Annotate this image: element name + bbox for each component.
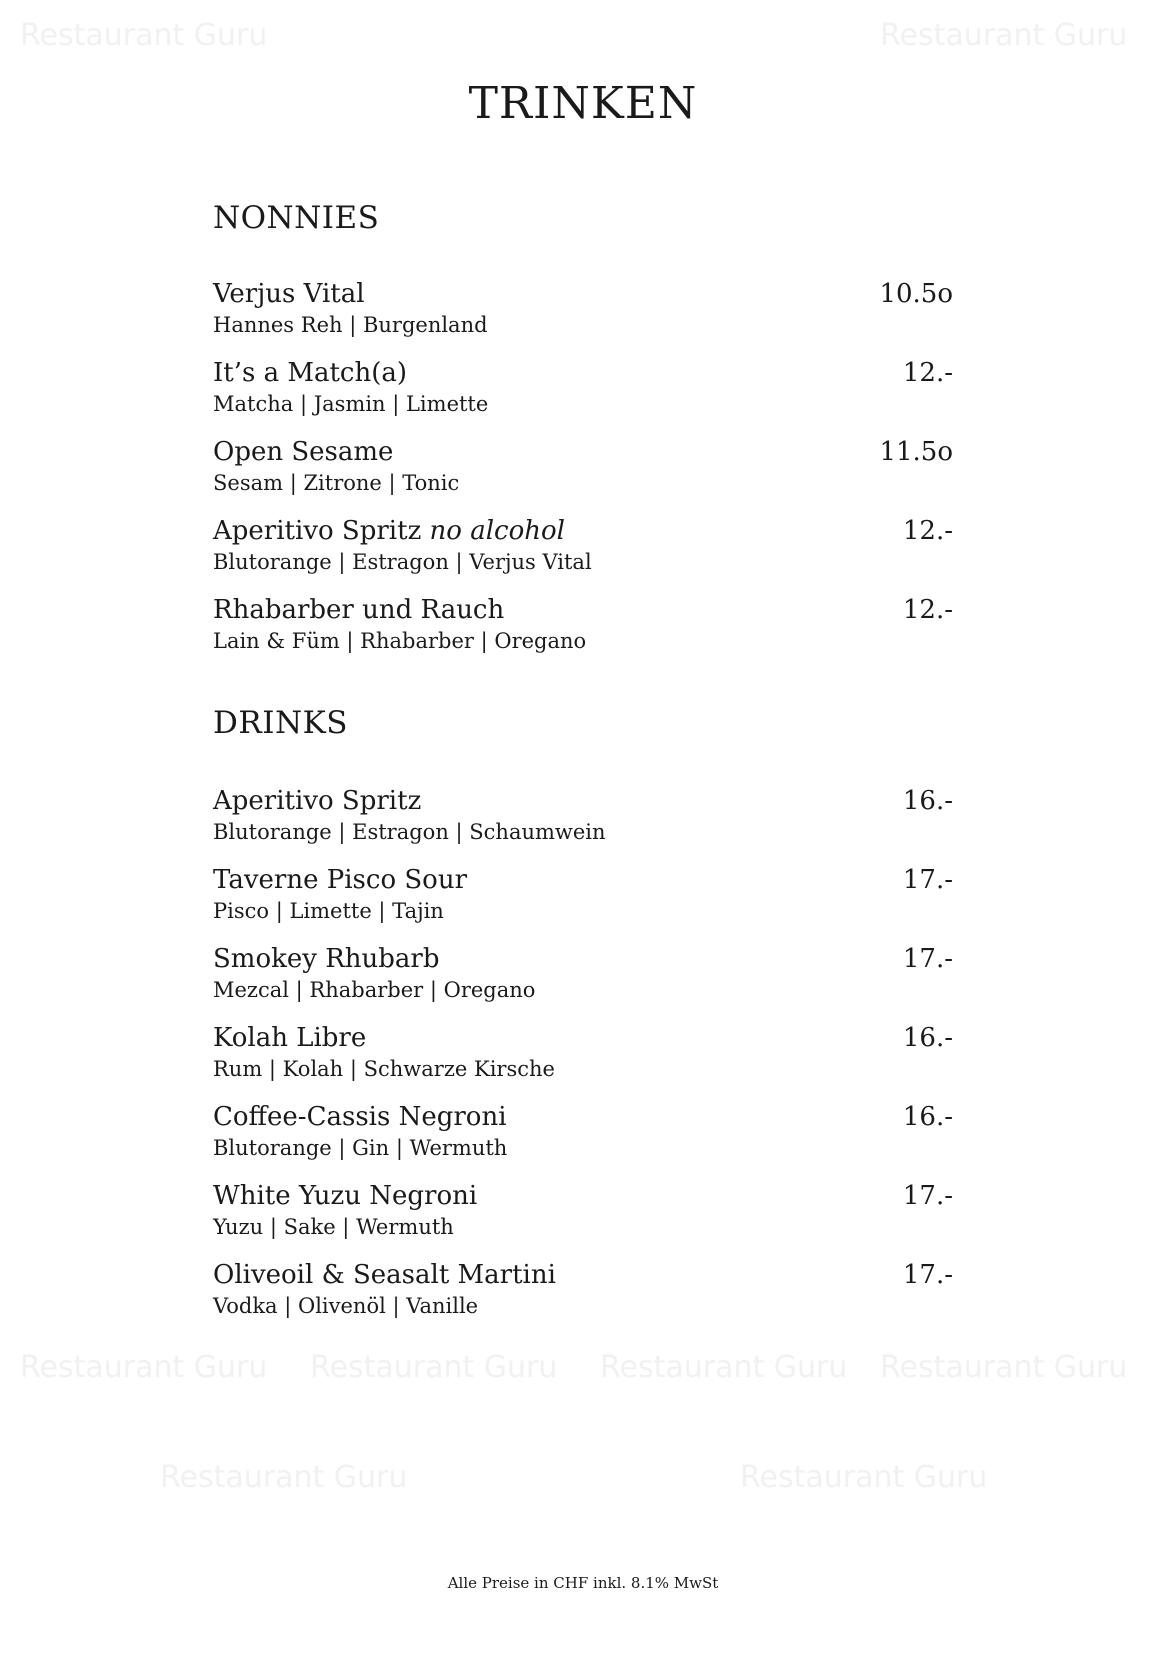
item-name-text: Rhabarber und Rauch: [213, 595, 505, 625]
item-name-text: Aperitivo Spritz: [213, 516, 430, 546]
watermark: Restaurant Guru: [880, 18, 1128, 53]
watermark: Restaurant Guru: [20, 1350, 268, 1385]
watermark: Restaurant Guru: [20, 18, 268, 53]
item-price: 17.-: [902, 1181, 953, 1211]
item-price: 16.-: [902, 786, 953, 816]
item-name-text: Coffee-Cassis Negroni: [213, 1102, 507, 1132]
item-name-text: Kolah Libre: [213, 1023, 367, 1053]
item-name: [213, 357, 407, 389]
item-list: [213, 278, 953, 673]
menu-item: [213, 594, 953, 673]
item-name: [213, 1259, 556, 1291]
page-title: TRINKEN: [468, 78, 698, 129]
item-name: [213, 436, 393, 468]
footer-note: Alle Preise in CHF inkl. 8.1% MwSt: [447, 1574, 719, 1592]
item-price: 12.-: [902, 358, 953, 388]
watermark: Restaurant Guru: [160, 1460, 408, 1495]
item-price: 12.-: [902, 516, 953, 546]
watermark: Restaurant Guru: [740, 1460, 988, 1495]
item-description: Mezcal | Rhabarber | Oregano: [213, 978, 536, 1002]
item-price: 12.-: [902, 595, 953, 625]
item-name-text: Smokey Rhubarb: [213, 944, 440, 974]
menu-item: [213, 278, 953, 357]
item-name-text: Aperitivo Spritz: [213, 786, 422, 816]
item-description: Blutorange | Estragon | Verjus Vital: [213, 550, 592, 574]
item-name: [213, 515, 565, 547]
item-name-text: Verjus Vital: [213, 279, 365, 309]
item-name-text: Oliveoil & Seasalt Martini: [213, 1260, 556, 1290]
item-price: 17.-: [902, 865, 953, 895]
item-name: [213, 864, 467, 896]
item-name: [213, 1101, 507, 1133]
item-price: 11.5o: [879, 437, 953, 467]
item-name-text: White Yuzu Negroni: [213, 1181, 478, 1211]
item-description: Lain & Füm | Rhabarber | Oregano: [213, 629, 587, 653]
item-description: Hannes Reh | Burgenland: [213, 313, 488, 337]
item-name: [213, 785, 421, 817]
item-name-text: Open Sesame: [213, 437, 394, 467]
item-description: Rum | Kolah | Schwarze Kirsche: [213, 1057, 555, 1081]
menu-item: [213, 515, 953, 594]
section-nonnies: [213, 200, 953, 653]
item-description: Pisco | Limette | Tajin: [213, 899, 444, 923]
item-price: 16.-: [902, 1102, 953, 1132]
item-price: 17.-: [902, 1260, 953, 1290]
item-name: [213, 594, 504, 626]
item-name-text: Taverne Pisco Sour: [213, 865, 467, 895]
item-name: [213, 1022, 366, 1054]
section-heading: DRINKS: [213, 705, 348, 741]
menu-item: [213, 943, 953, 1022]
section-heading: NONNIES: [213, 200, 380, 236]
item-description: Blutorange | Gin | Wermuth: [213, 1136, 508, 1160]
item-description: Yuzu | Sake | Wermuth: [213, 1215, 454, 1239]
menu-item: [213, 1180, 953, 1259]
watermark: Restaurant Guru: [880, 1350, 1128, 1385]
item-list: [213, 785, 953, 1338]
item-name: [213, 1180, 477, 1212]
menu-item: [213, 1101, 953, 1180]
item-price: 16.-: [902, 1023, 953, 1053]
watermark: Restaurant Guru: [600, 1350, 848, 1385]
item-name: [213, 278, 365, 310]
item-description: Matcha | Jasmin | Limette: [213, 392, 489, 416]
item-name-note: no alcohol: [429, 516, 565, 546]
watermark: Restaurant Guru: [310, 1350, 558, 1385]
item-price: 10.5o: [879, 279, 953, 309]
item-description: Sesam | Zitrone | Tonic: [213, 471, 460, 495]
item-name-text: It’s a Match(a): [213, 358, 408, 388]
item-description: Blutorange | Estragon | Schaumwein: [213, 820, 606, 844]
item-description: Vodka | Olivenöl | Vanille: [213, 1294, 479, 1318]
menu-item: [213, 436, 953, 515]
menu-item: [213, 357, 953, 436]
item-price: 17.-: [902, 944, 953, 974]
item-name: [213, 943, 440, 975]
section-drinks: [213, 705, 953, 1318]
menu-item: [213, 1022, 953, 1101]
menu-item: [213, 785, 953, 864]
menu-item: [213, 1259, 953, 1338]
menu-item: [213, 864, 953, 943]
